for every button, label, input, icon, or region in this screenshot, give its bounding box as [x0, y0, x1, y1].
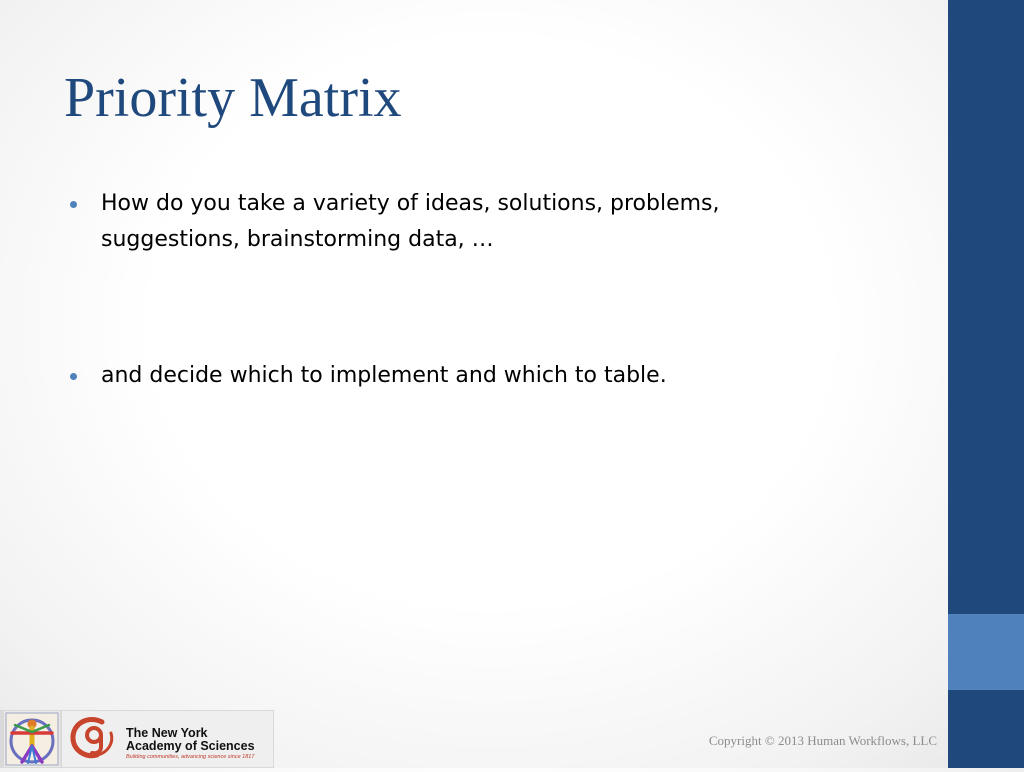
academy-swirl-icon	[62, 711, 126, 767]
bullet-dot-icon	[70, 201, 77, 208]
sidebar-band-top	[948, 0, 1024, 614]
nyas-logo	[62, 711, 273, 767]
academy-name-line1: The New York	[126, 726, 208, 740]
academy-name-line2: Academy of Sciences	[126, 739, 255, 753]
bullet-item	[70, 358, 830, 394]
copyright-footer: Copyright © 2013 Human Workflows, LLC	[708, 733, 937, 748]
vitruvian-man-logo	[4, 711, 60, 767]
bullet-item	[70, 186, 830, 258]
vitruvian-man-icon	[4, 711, 60, 767]
sidebar-band-accent	[948, 614, 1024, 690]
bullet-list	[70, 186, 830, 394]
sidebar-band-bottom	[948, 690, 1024, 768]
academy-tagline: Building communities, advancing science since 1817	[126, 754, 255, 760]
bullet-text: How do you take a variety of ideas, solutions, problems, suggestions, brainstorming data, …	[101, 191, 720, 252]
bullet-text: and decide which to implement and which to table.	[101, 363, 667, 388]
bullet-dot-icon	[70, 373, 77, 380]
academy-name	[126, 727, 271, 761]
slide-title: Priority Matrix	[64, 67, 402, 129]
